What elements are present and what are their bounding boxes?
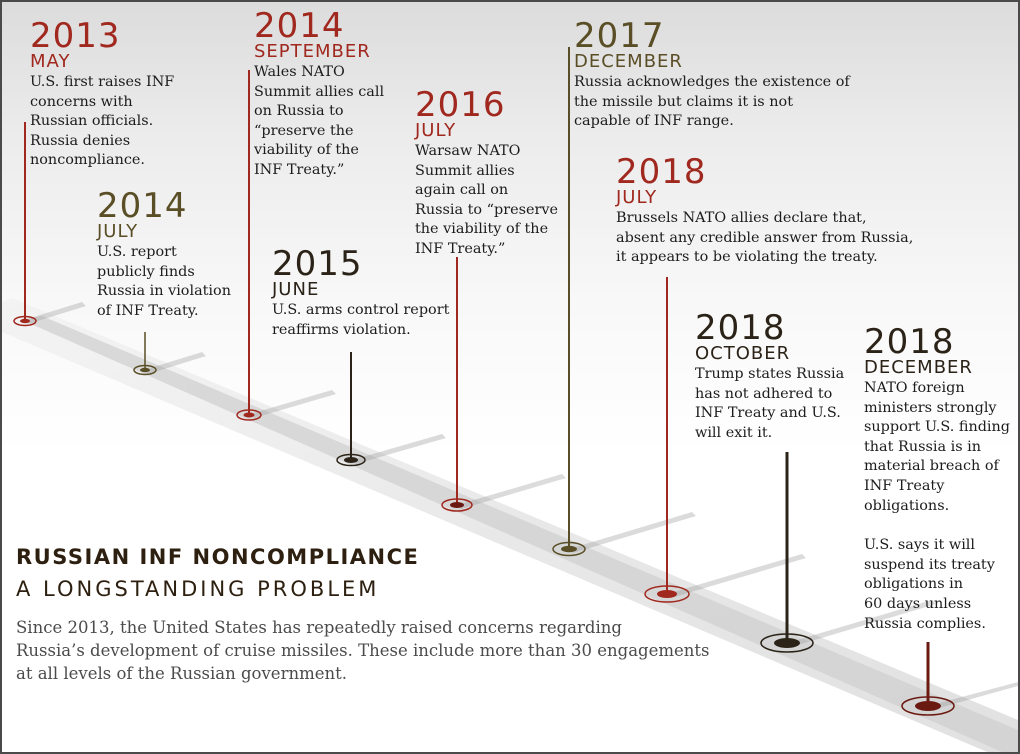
event-text: Trump states Russia has not adhered to INF Treaty and U.S. will exit it. [695,366,845,441]
event-month: DECEMBER [864,357,973,378]
event-text: Wales NATO Summit allies call on Russia to “preserve the viability of the INF Treaty.” [254,64,385,178]
pin-2018-july [645,277,689,602]
event-2018-july [616,152,914,268]
event-year: 2014 [254,6,345,46]
event-month: JULY [616,187,658,208]
infographic-title: RUSSIAN INF NONCOMPLIANCE [16,545,420,569]
event-2013-may [30,16,175,171]
event-text: Russia acknowledges the existence of the missile but claims it is not capable of INF range. [574,74,850,130]
event-text: U.S. report publicly finds Russia in violation of INF Treaty. [97,244,231,319]
event-2014-july [97,186,231,321]
event-text: U.S. first raises INF concerns with Russian officials. Russia denies noncompliance. [30,74,175,169]
event-month: JULY [415,120,457,141]
infographic-subtitle: A LONGSTANDING PROBLEM [16,577,380,601]
event-year: 2018 [616,152,707,192]
event-year: 2016 [415,85,506,125]
event-year: 2014 [97,186,188,226]
event-year: 2015 [272,244,363,284]
event-month: SEPTEMBER [254,41,371,62]
event-2014-september [254,6,385,181]
event-year: 2018 [864,322,955,362]
event-year: 2013 [30,16,121,56]
event-year: 2018 [695,308,786,348]
event-text: Warsaw NATO Summit allies again call on Russia to “preserve the viability of the INF Treaty.” [415,143,559,257]
event-month: OCTOBER [695,343,791,364]
event-2017-december [574,16,850,132]
event-text-secondary: U.S. says it will suspend its treaty obligations in 60 days unless Russia complies. [864,537,995,632]
event-month: MAY [30,51,71,72]
event-month: DECEMBER [574,51,683,72]
event-2015-june [272,244,450,340]
event-2018-december [864,322,1011,634]
event-2016-july [415,85,559,260]
event-text: NATO foreign ministers strongly support U.S. finding that Russia is in material breach of INF Treaty obligations. [864,380,1011,514]
infographic-description: Since 2013, the United States has repeatedly raised concerns regarding Russia’s development of cruise missiles. These include more than 30 engagements at all levels of the Russian government. [16,618,710,683]
event-year: 2017 [574,16,665,56]
event-month: JULY [97,221,139,242]
event-2018-october [695,308,845,443]
event-text: Brussels NATO allies declare that, absent any credible answer from Russia, it appears to be violating the treaty. [616,210,914,266]
event-text: U.S. arms control report reaffirms violation. [272,302,450,338]
event-month: JUNE [272,279,320,300]
